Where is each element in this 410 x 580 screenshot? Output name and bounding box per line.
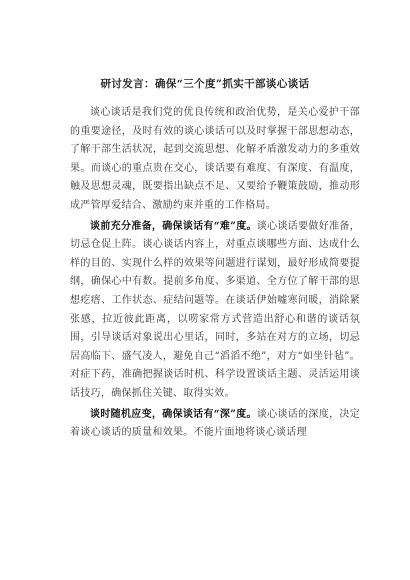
- paragraph-lead-heading: 谈前充分准备，确保谈话有“难”度。: [90, 220, 257, 232]
- paragraph-text: 谈心谈话的深度，决定着谈心谈话的质量和效果。不能片面地将谈心谈话理: [70, 408, 360, 439]
- document-title: 研讨发言：确保“三个度”抓实干部谈心谈话: [100, 78, 310, 90]
- paragraph-text: 谈心谈话要做好准备，切忌仓促上阵。谈心谈话内容上，对重点谈哪些方面、达成什么样的目的、实现什么样的效果等问题进行谋划，最好形成简要提纲，确保心中有数。提前多角度、多渠道、全方位了解干部的思想疙瘩、工作状态、症结问题等。在谈话伊始嘘寒问暖，消除紧张感，拉近彼此距离，以唠家常方式营造出舒心和谐的谈话氛围，引导谈话对象说出心里话，同时，多站在对方的立场，切忌居高临下、盛气凌人，避免自己“滔滔不绝”，对方“如坐针毡”。对症下药，准确把握谈话时机、科学设置谈话主题、灵活运用谈话技巧，确保抓住关键、取得实效。: [70, 220, 360, 399]
- document-body: [70, 104, 360, 443]
- paragraph-preparation: [70, 218, 360, 404]
- paragraph-adaptation: [70, 406, 360, 443]
- paragraph-intro: [70, 104, 360, 216]
- paragraph-lead-heading: 谈时随机应变，确保谈话有“深”度。: [90, 408, 257, 420]
- paragraph-text: 谈心谈话是我们党的优良传统和政治优势，是关心爱护干部的重要途径，及时有效的谈心谈话可以及时掌握干部思想动态，了解干部生活状况，起到交流思想、化解矛盾激发动力的多重效果。而谈心的重点贵在交心，谈话要有难度、有深度、有温度，触及思想灵魂，既要指出缺点不足、又要给予鞭策鼓励，推动形成严管厚爱结合、激励约束并重的工作格局。: [70, 107, 360, 211]
